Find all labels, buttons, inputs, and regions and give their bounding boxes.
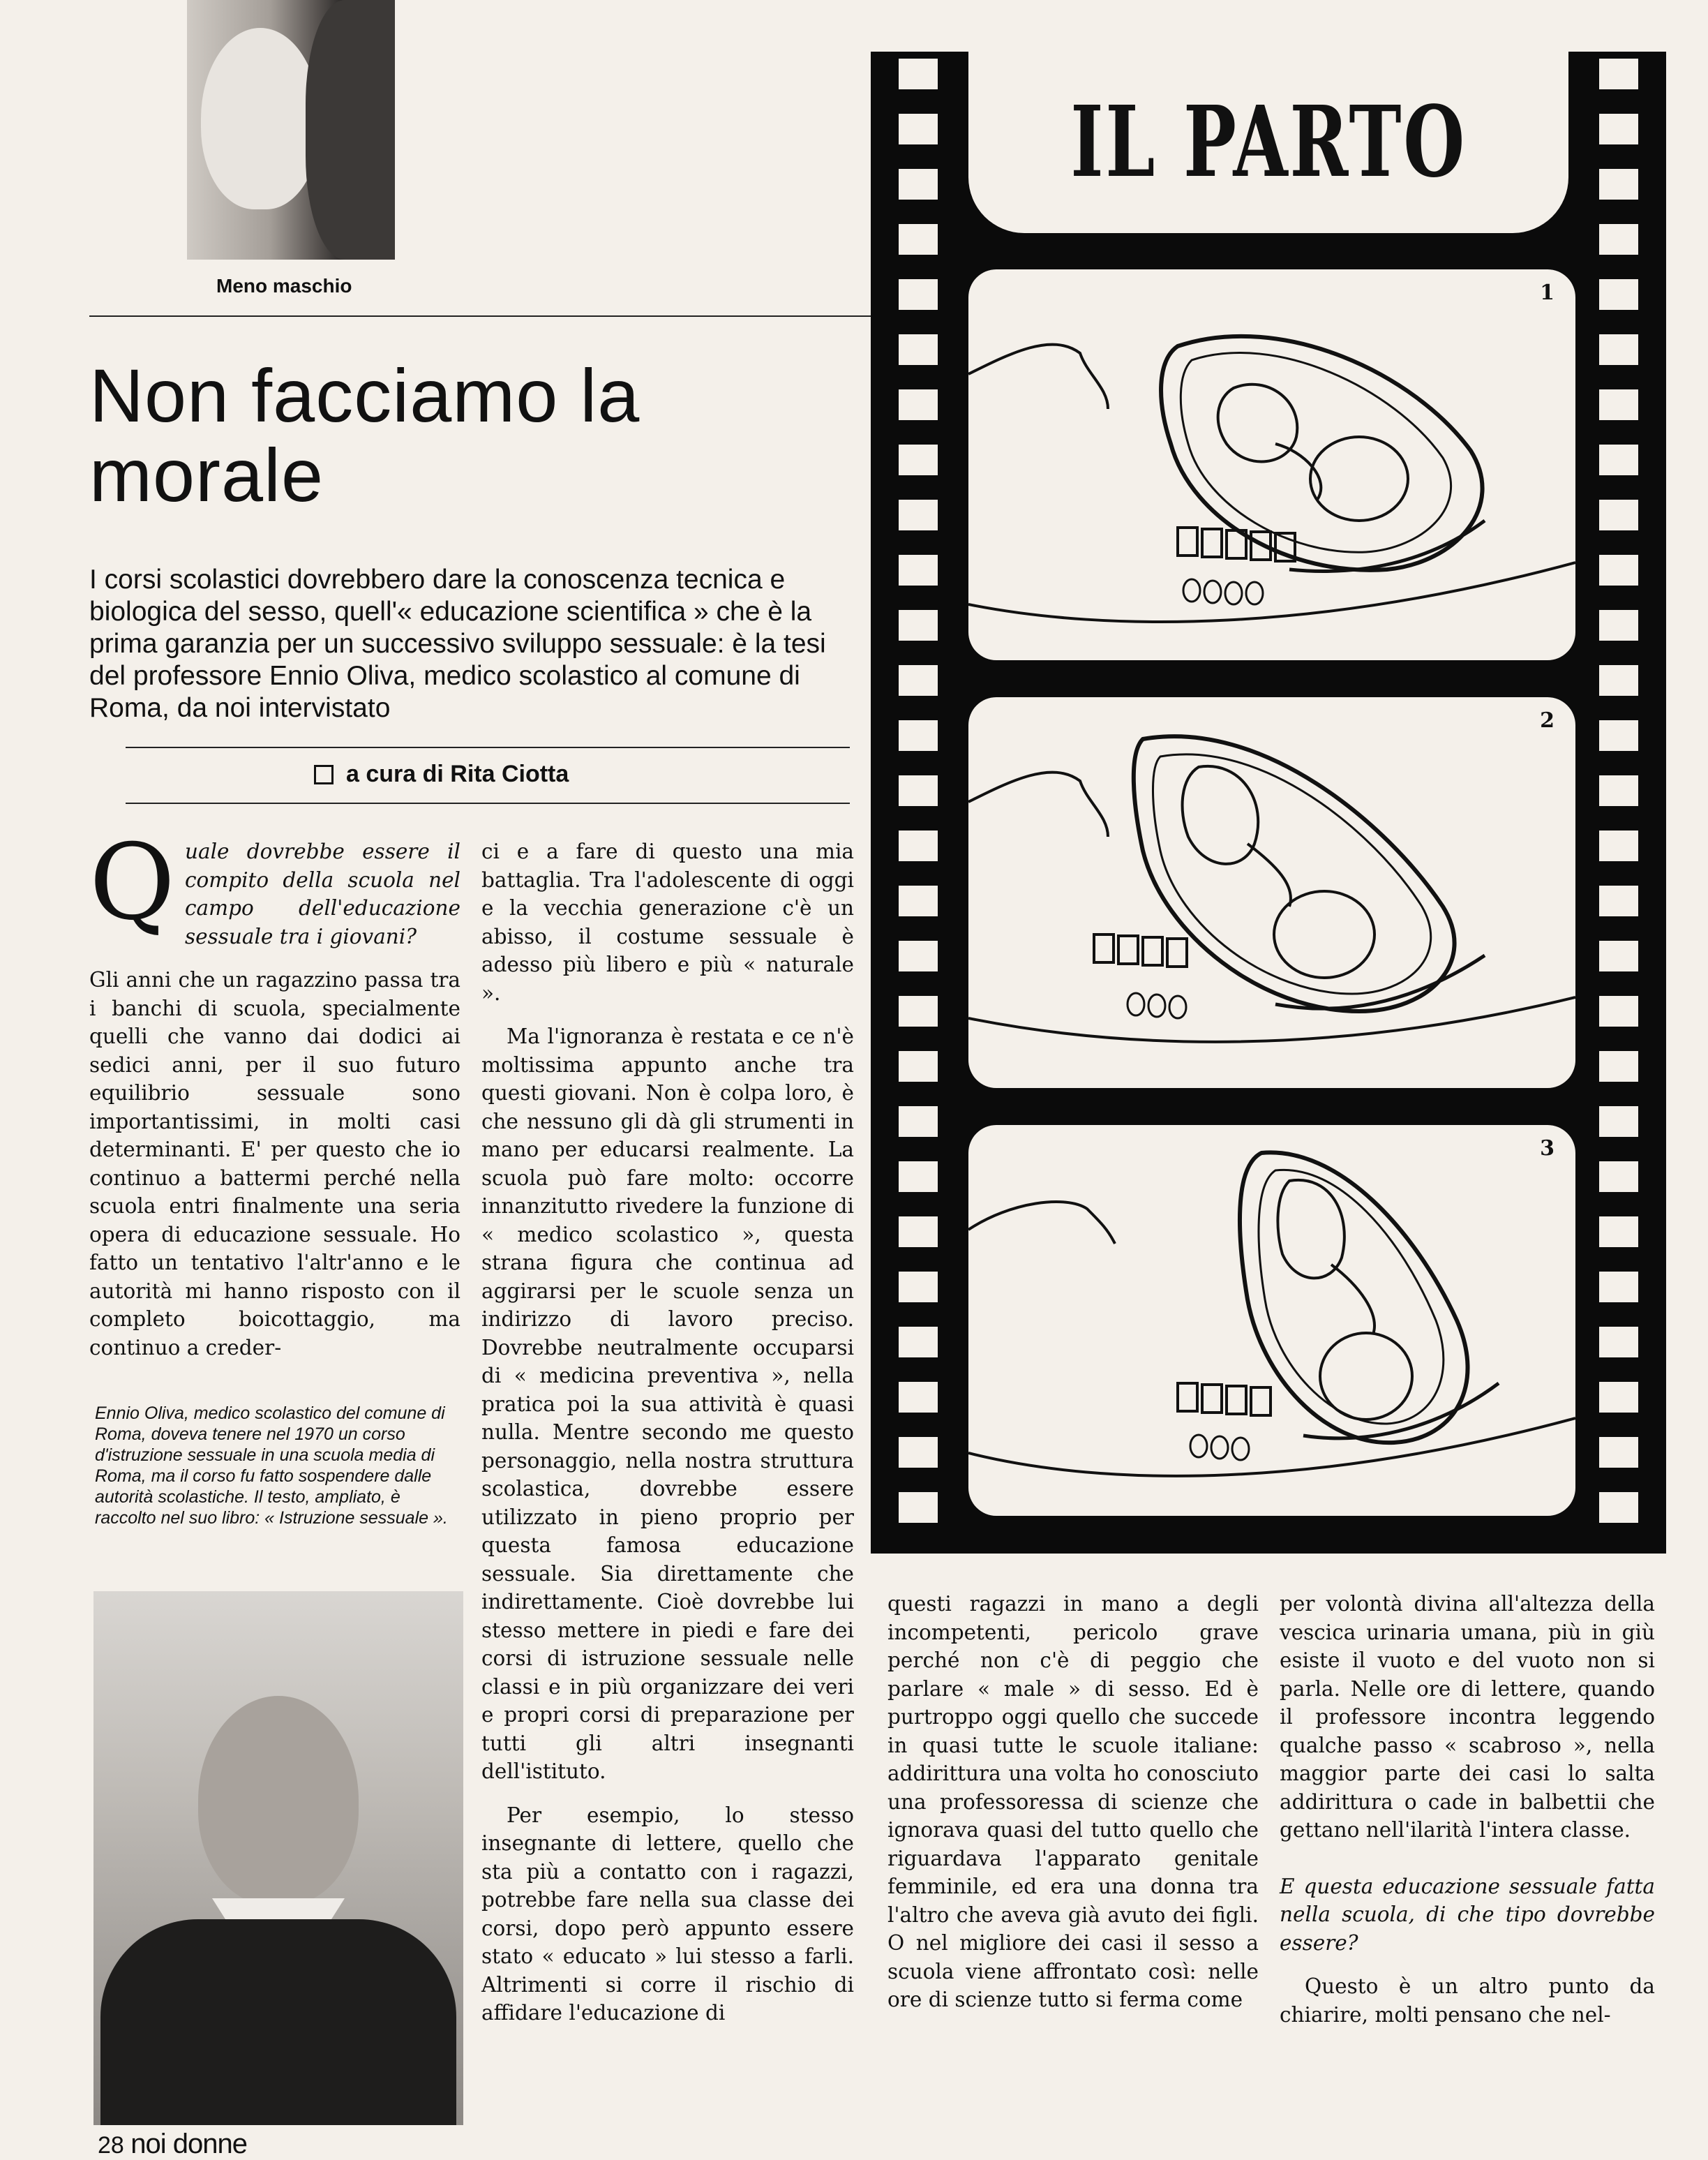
- sprocket-hole: [899, 1272, 938, 1302]
- article-column-1: [89, 822, 460, 1377]
- sprocket-hole: [1599, 279, 1638, 310]
- author-bio-caption: Ennio Oliva, medico scolastico del comune di Roma, doveva tenere nel 1970 un corso d'istruzione sessuale in una scuola media di Roma, ma il corso fu fatto sospendere dalle autorità scolastiche. Il testo, ampliato, è raccolto nel suo libro: « Istruzione sessuale ».: [95, 1403, 448, 1528]
- sprocket-hole: [899, 500, 938, 530]
- sprocket-hole: [899, 1492, 938, 1523]
- sprocket-hole: [899, 334, 938, 365]
- film-frame-2: [968, 697, 1575, 1088]
- sprocket-hole: [1599, 1051, 1638, 1082]
- sprocket-hole: [899, 1437, 938, 1468]
- sprocket-hole: [899, 1051, 938, 1082]
- sprocket-hole: [1599, 720, 1638, 751]
- article-paragraph: questi ragazzi in mano a degli incompetenti, pericolo grave perché non c'è di peggio che parlare « male » di sesso. Ed è purtroppo oggi quello che succede in quasi tutte le scuole italiane: addirittura una volta ho conosciuto una professoressa di scienze che ignorava quasi del tutto quello che riguardava l'apparato genitale femminile, ed era una donna tra l'altro che aveva già avuto dei figli. O nel migliore dei casi il sesso a scuola viene affrontato così: nelle ore di scienze tutto si ferma come: [887, 1592, 1259, 2011]
- sprocket-hole: [899, 224, 938, 255]
- sprocket-hole: [899, 831, 938, 861]
- sprocket-hole: [1599, 1327, 1638, 1357]
- sprocket-hole: [1599, 610, 1638, 641]
- birth-illustration-1: [968, 269, 1575, 660]
- frame-number: 1: [1540, 281, 1555, 305]
- sprocket-hole: [899, 445, 938, 475]
- drop-cap: Q: [89, 822, 175, 944]
- headline: Non facciamo la morale: [89, 353, 640, 517]
- sprocket-hole: [899, 610, 938, 641]
- magazine-name: noi donne: [130, 2129, 248, 2159]
- sprocket-hole: [1599, 941, 1638, 971]
- sprocket-hole: [899, 996, 938, 1027]
- portrait-sweater: [100, 1919, 456, 2125]
- sprocket-hole: [1599, 224, 1638, 255]
- portrait-head: [198, 1696, 359, 1905]
- article-column-2: [481, 837, 854, 2043]
- sprocket-hole: [899, 59, 938, 89]
- film-frame-1: [968, 269, 1575, 660]
- sprocket-hole: [899, 555, 938, 586]
- sprocket-hole: [1599, 334, 1638, 365]
- film-title-box: [968, 52, 1568, 233]
- sprocket-hole: [1599, 665, 1638, 696]
- sprocket-hole: [1599, 886, 1638, 916]
- byline: [314, 761, 569, 788]
- article-column-4: [1280, 1590, 1655, 2044]
- sprocket-hole: [1599, 169, 1638, 200]
- sprocket-hole: [899, 775, 938, 806]
- sprocket-hole: [1599, 1216, 1638, 1247]
- article-paragraph: Per esempio, lo stesso insegnante di lettere, quello che sta più a contatto con i ragazzi, potrebbe fare nella sua classe dei corsi, dopo però appunto essere stato « educato » lui stesso a farli. Altrimenti si corre il rischio di affidare l'educazione di: [481, 1803, 854, 2025]
- sprocket-hole: [1599, 1106, 1638, 1137]
- article-paragraph: per volontà divina all'altezza della vescica urinaria umana, più in giù esiste il vuoto e del vuoto non si parla. Nelle ore di lettere, quando il professore incontra leggendo qualche passo « scabroso », nella maggior parte dei casi lo salta addirittura o cade in balbettii che gettano nell'ilarità l'intera classe.: [1280, 1592, 1655, 1842]
- article-paragraph: Questo è un altro punto da chiarire, molti pensano che nel-: [1280, 1974, 1655, 2027]
- sprocket-hole: [899, 1216, 938, 1247]
- statue-face: [306, 0, 395, 260]
- portrait-photo: [93, 1591, 463, 2125]
- interview-question: Quale dovrebbe essere il compito della scuola nel campo dell'educazione sessuale tra i giovani?: [89, 822, 460, 948]
- standfirst: I corsi scolastici dovrebbero dare la conoscenza tecnica e biologica del sesso, quell'« educazione scientifica » che è la prima garanzia per un successivo sviluppo sessuale: è la tesi del professore Ennio Oliva, medico scolastico al comune di Roma, da noi intervistato: [89, 565, 826, 723]
- frame-number: 3: [1540, 1136, 1555, 1161]
- sprocket-hole: [1599, 775, 1638, 806]
- top-photo: [187, 0, 395, 260]
- birth-illustration-2: [968, 697, 1575, 1088]
- sprocket-hole: [1599, 114, 1638, 144]
- divider: [126, 803, 850, 804]
- birth-illustration-3: [968, 1125, 1575, 1516]
- sprocket-hole: [899, 941, 938, 971]
- sprocket-hole: [1599, 1161, 1638, 1192]
- sprocket-hole: [899, 1382, 938, 1413]
- film-title: IL PARTO: [1070, 85, 1467, 200]
- film-frame-3: [968, 1125, 1575, 1516]
- sprocket-hole: [899, 720, 938, 751]
- byline-text: a cura di Rita Ciotta: [346, 761, 569, 787]
- sprocket-hole: [1599, 445, 1638, 475]
- sprocket-hole: [899, 279, 938, 310]
- sprocket-hole: [1599, 1272, 1638, 1302]
- page-footer: [98, 2129, 247, 2160]
- top-photo-caption: Meno maschio: [216, 275, 352, 297]
- sprocket-hole: [1599, 389, 1638, 420]
- divider: [89, 315, 876, 317]
- sprocket-hole: [899, 1161, 938, 1192]
- sprocket-hole: [1599, 1492, 1638, 1523]
- boy-face: [201, 28, 320, 209]
- sprocket-hole: [1599, 59, 1638, 89]
- sprocket-hole: [1599, 996, 1638, 1027]
- sprocket-hole: [1599, 831, 1638, 861]
- sprocket-hole: [1599, 1437, 1638, 1468]
- article-paragraph: Ma l'ignoranza è restata e ce n'è moltissima appunto anche tra questi giovani. Non è colpa loro, è che nessuno gli dà gli strumenti in mano per educarsi realmente. La scuola può fare molto: occorre innanzitutto rivedere la funzione di « medico scolastico », questa strana figura che continua ad aggirarsi per le scuole senza un indirizzo di lavoro preciso. Dovrebbe neutralmente occuparsi di « medicina preventiva », nella pratica poi la sua attività è quasi nulla. Mentre secondo me questo personaggio, nella nostra struttura scolastica, dovrebbe essere utilizzato in pieno proprio per questa famosa educazione sessuale. Sia direttamente che indirettamente. Cioè dovrebbe lui stesso mettere in piedi e fare dei corsi di istruzione sessuale nelle classi e in più organizzare dei veri e propri corsi di preparazione per tutti gli altri insegnanti dell'istituto.: [481, 1025, 854, 1783]
- sprocket-hole: [899, 665, 938, 696]
- sprocket-hole: [899, 114, 938, 144]
- article-paragraph: Gli anni che un ragazzino passa tra i banchi di scuola, specialmente quelli che vanno dai dodici ai sedici anni, per il suo futuro equilibrio sessuale sono importantissimi, in molti casi determinanti. E' per questo che io continuo a battermi perché nella scuola entri finalmente una seria opera di educazione sessuale. Ho fatto un tentativo l'altr'anno e le autorità mi hanno risposto con il completo boicottaggio, ma continuo a creder-: [89, 968, 460, 1360]
- interview-question: E questa educazione sessuale fatta nella scuola, di che tipo dovrebbe essere?: [1280, 1874, 1655, 1955]
- article-paragraph: ci e a fare di questo una mia battaglia. Tra l'adolescente di oggi e la vecchia generazione c'è un abisso, il costume sessuale è adesso più libero e più « naturale ».: [481, 840, 854, 1005]
- square-bullet-icon: [314, 765, 334, 784]
- sprocket-hole: [1599, 555, 1638, 586]
- article-column-3: [887, 1590, 1259, 2029]
- sprocket-hole: [1599, 1382, 1638, 1413]
- sprocket-hole: [899, 1327, 938, 1357]
- film-strip: [871, 52, 1666, 1554]
- sprocket-hole: [1599, 500, 1638, 530]
- divider: [126, 747, 850, 748]
- frame-number: 2: [1540, 708, 1555, 733]
- sprocket-hole: [899, 389, 938, 420]
- sprocket-hole: [899, 1106, 938, 1137]
- sprocket-hole: [899, 886, 938, 916]
- page-number: 28: [98, 2132, 124, 2159]
- sprocket-hole: [899, 169, 938, 200]
